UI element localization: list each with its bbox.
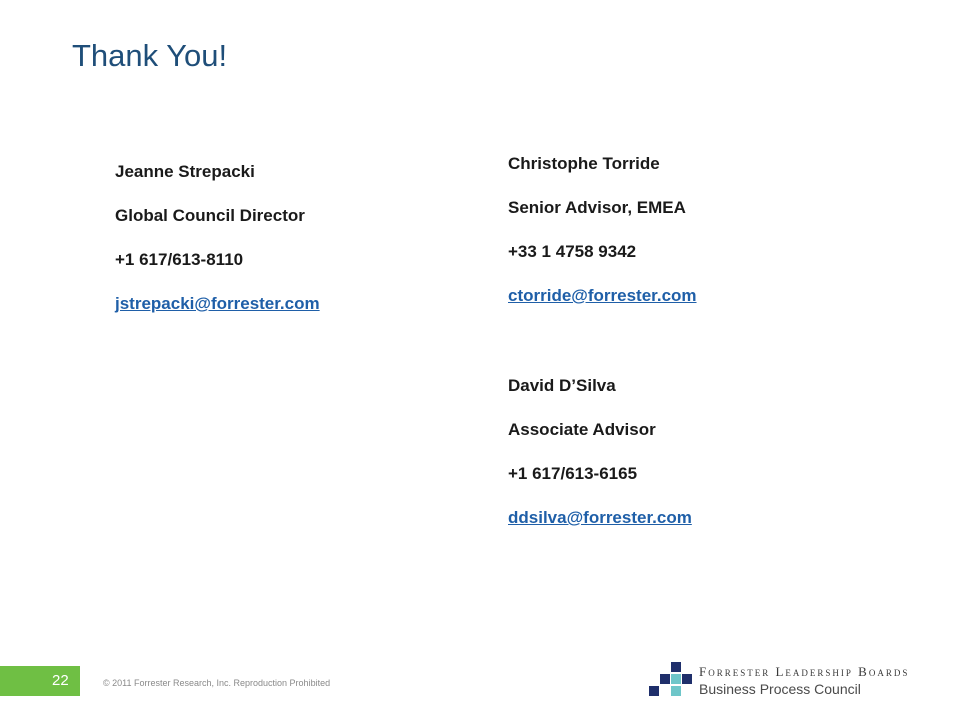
logo-line-council: Business Process Council — [699, 681, 861, 697]
contact-role: Global Council Director — [115, 206, 305, 225]
contact-christophe-torride — [508, 142, 697, 318]
contact-phone: +1 617/613-8110 — [115, 250, 244, 269]
logo-wordmark — [699, 664, 909, 698]
copyright-notice: © 2011 Forrester Research, Inc. Reproduction Prohibited — [103, 678, 331, 688]
contact-name: Christophe Torride — [508, 154, 660, 173]
contact-david-dsilva — [508, 364, 692, 540]
contact-email-link[interactable]: jstrepacki@forrester.com — [115, 294, 320, 313]
contact-jeanne-strepacki — [115, 150, 320, 326]
contact-name: Jeanne Strepacki — [115, 162, 255, 181]
page-number: 22 — [52, 672, 69, 689]
logo-line-organization: Forrester Leadership Boards — [699, 664, 910, 679]
forrester-logo-icon — [647, 662, 695, 696]
contact-phone: +1 617/613-6165 — [508, 464, 638, 483]
contact-email-link[interactable]: ctorride@forrester.com — [508, 286, 697, 305]
contact-email-link[interactable]: ddsilva@forrester.com — [508, 508, 692, 527]
contact-name: David D’Silva — [508, 376, 616, 395]
contact-role: Associate Advisor — [508, 420, 656, 439]
contact-phone: +33 1 4758 9342 — [508, 242, 637, 261]
page-title: Thank You! — [72, 38, 228, 73]
contact-role: Senior Advisor, EMEA — [508, 198, 686, 217]
